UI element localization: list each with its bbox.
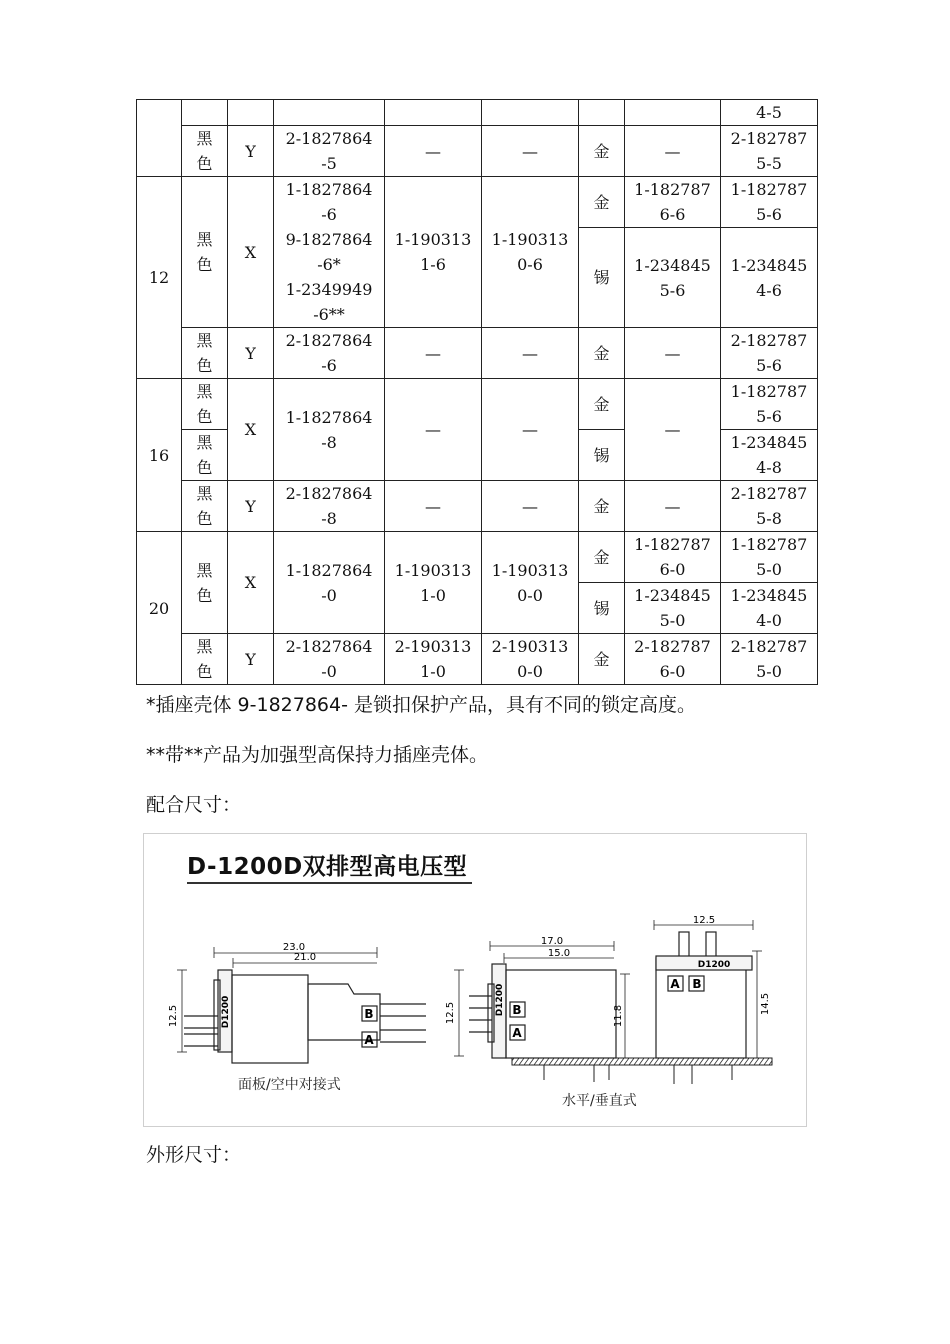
dim-12-5-mid: 12.5	[445, 1001, 456, 1025]
table-cell	[579, 583, 625, 634]
cell-text: 4-5	[756, 103, 782, 122]
table-row	[137, 126, 818, 177]
cell-text: X	[244, 242, 257, 262]
cell-text: 黑 色	[196, 230, 213, 274]
table-cell	[182, 481, 228, 532]
table-cell	[137, 379, 182, 532]
table-cell	[579, 228, 625, 328]
caption-horizontal-vertical: 水平/垂直式	[562, 1093, 637, 1109]
model-label-left: D1200	[221, 995, 231, 1029]
cell-text: 黑 色	[196, 560, 213, 605]
table-cell	[182, 328, 228, 379]
table-cell	[228, 328, 274, 379]
table-cell	[721, 177, 818, 228]
cell-text: 1-182787 5-6	[730, 180, 808, 224]
label-a-right: A	[670, 977, 680, 991]
cell-text: —	[425, 496, 441, 516]
cell-text: 金	[593, 192, 610, 212]
table-row	[137, 100, 818, 126]
cell-text: 2-190313 1-0	[394, 637, 472, 681]
note-lock-protection: *插座壳体 9-1827864- 是锁扣保护产品，具有不同的锁定高度。	[146, 694, 696, 716]
cell-text: 2-1827864 -6	[285, 331, 373, 375]
dim-15: 15.0	[547, 948, 571, 959]
cell-text: 2-182787 5-5	[730, 129, 808, 173]
table-cell	[721, 228, 818, 328]
cell-text: Y	[245, 343, 256, 363]
table-cell	[482, 100, 579, 126]
cell-text: —	[664, 141, 681, 161]
cell-text: 20	[148, 598, 170, 618]
model-label-mid: D1200	[495, 983, 505, 1017]
table-cell	[721, 430, 818, 481]
table-cell	[385, 328, 482, 379]
table-cell	[579, 100, 625, 126]
part-number-table	[136, 99, 818, 685]
table-cell	[274, 634, 385, 685]
cell-text: —	[522, 420, 538, 439]
cell-text: 2-1827864 -0	[285, 637, 373, 681]
horizontal-mount-drawing	[454, 941, 630, 1058]
table-cell	[482, 126, 579, 177]
table-cell	[274, 177, 385, 328]
table-cell	[625, 328, 721, 379]
cell-text: Y	[245, 141, 256, 161]
dim-12-5-left: 12.5	[168, 1004, 179, 1028]
table-cell	[721, 583, 818, 634]
cell-text: 1-190313 0-0	[491, 560, 569, 605]
table-cell	[228, 532, 274, 634]
cell-text: 锡	[593, 598, 610, 618]
table-cell	[579, 177, 625, 228]
table-cell	[274, 328, 385, 379]
dim-14-5: 14.5	[760, 992, 771, 1016]
cell-text: Y	[245, 649, 256, 669]
table-row	[137, 481, 818, 532]
table-cell	[385, 532, 482, 634]
label-b-right: B	[692, 977, 702, 991]
table-cell	[625, 126, 721, 177]
table-cell	[482, 328, 579, 379]
cell-text: 黑 色	[196, 382, 213, 426]
table-cell	[228, 634, 274, 685]
table-cell	[274, 379, 385, 481]
cell-text: 黑 色	[196, 484, 213, 528]
cell-text: 锡	[593, 268, 610, 287]
cell-text: 1-234845 4-6	[730, 255, 808, 300]
cell-text: 1-182787 6-0	[634, 535, 711, 579]
cell-text: 金	[593, 496, 610, 516]
note-high-retention: **带**产品为加强型高保持力插座壳体。	[146, 744, 489, 766]
heading-mating-dimensions: 配合尺寸：	[146, 794, 242, 816]
table-cell	[182, 100, 228, 126]
heading-outline-dimensions: 外形尺寸：	[146, 1144, 242, 1166]
cell-text: 黑 色	[196, 637, 213, 681]
table-cell	[625, 228, 721, 328]
table-cell	[137, 177, 182, 379]
table-cell	[182, 430, 228, 481]
table-cell	[579, 126, 625, 177]
cell-text: 1-190313 1-0	[394, 560, 472, 605]
cell-text: 2-182787 6-0	[634, 637, 711, 681]
table-cell	[721, 481, 818, 532]
cell-text: X	[244, 420, 257, 439]
panel-mount-drawing	[177, 947, 426, 1063]
table-cell	[579, 481, 625, 532]
cell-text: 金	[593, 649, 610, 669]
table-cell	[228, 481, 274, 532]
table-cell	[274, 532, 385, 634]
figure-title: D-1200D双排型高电压型	[187, 854, 468, 880]
cell-text: —	[664, 343, 681, 363]
table-cell	[579, 430, 625, 481]
table-cell	[625, 100, 721, 126]
cell-text: 黑 色	[196, 331, 213, 375]
cell-text: 1-182787 5-0	[730, 535, 808, 579]
table-cell	[625, 532, 721, 583]
cell-text: 2-182787 5-8	[730, 484, 808, 528]
label-b-left: B	[364, 1007, 374, 1021]
cell-text: —	[425, 420, 441, 439]
cell-text: 1-190313 0-6	[491, 230, 569, 274]
cell-text: 1-190313 1-6	[394, 230, 472, 274]
cell-text: —	[522, 141, 538, 161]
table-cell	[182, 634, 228, 685]
table-cell	[274, 100, 385, 126]
table-cell	[274, 126, 385, 177]
table-cell	[385, 100, 482, 126]
table-cell	[385, 481, 482, 532]
table-cell	[182, 177, 228, 328]
table-cell	[385, 177, 482, 328]
table-row	[137, 177, 818, 228]
table-cell	[385, 634, 482, 685]
mating-dimension-figure	[143, 833, 807, 1127]
table-cell	[228, 100, 274, 126]
cell-text: 1-1827864 -0	[285, 560, 373, 605]
table-cell	[385, 126, 482, 177]
cell-text: 金	[593, 394, 610, 414]
cell-text: 黑 色	[196, 129, 213, 173]
table-cell	[274, 481, 385, 532]
cell-text: —	[664, 496, 681, 516]
pcb-board	[512, 1058, 772, 1084]
cell-text: 黑 色	[196, 433, 213, 477]
dim-17: 17.0	[540, 936, 564, 947]
table-cell	[385, 379, 482, 481]
dim-12-5-top: 12.5	[692, 915, 716, 926]
cell-text: —	[522, 496, 538, 516]
cell-text: 2-182787 5-6	[730, 331, 808, 375]
cell-text: 1-182787 5-6	[730, 382, 808, 426]
table-cell	[579, 634, 625, 685]
cell-text: 1-1827864 -8	[285, 407, 373, 452]
table-row	[137, 532, 818, 583]
table-cell	[182, 379, 228, 430]
table-cell	[579, 379, 625, 430]
table-cell	[482, 481, 579, 532]
cell-text: 金	[593, 141, 610, 161]
cell-text: 2-1827864 -8	[285, 484, 373, 528]
table-cell	[228, 126, 274, 177]
table-cell	[721, 126, 818, 177]
table-cell	[182, 126, 228, 177]
cell-text: 16	[148, 445, 170, 465]
table-cell	[182, 532, 228, 634]
model-label-right: D1200	[697, 960, 731, 970]
cell-text: 12	[148, 268, 170, 287]
table-cell	[625, 634, 721, 685]
table-cell	[482, 177, 579, 328]
cell-text: 锡	[593, 445, 610, 465]
cell-text: 2-1827864 -5	[285, 129, 373, 173]
cell-text: 1-234845 4-0	[730, 586, 808, 630]
cell-text: —	[425, 343, 441, 363]
cell-text: X	[244, 573, 257, 592]
cell-text: 1-182787 6-6	[634, 180, 711, 224]
cell-text: 2-182787 5-0	[730, 637, 808, 681]
table-row	[137, 379, 818, 430]
table-cell	[625, 379, 721, 481]
dim-23: 23.0	[282, 942, 306, 953]
cell-text: —	[664, 420, 681, 439]
table-cell	[625, 481, 721, 532]
cell-text: 金	[593, 547, 610, 567]
table-cell	[721, 634, 818, 685]
table-cell	[721, 532, 818, 583]
table-cell	[482, 379, 579, 481]
cell-text: —	[522, 343, 538, 363]
dim-21: 21.0	[293, 952, 317, 963]
caption-panel-mount: 面板/空中对接式	[238, 1077, 341, 1093]
cell-text: Y	[245, 496, 256, 516]
label-b-mid: B	[512, 1003, 522, 1017]
cell-text: —	[425, 141, 441, 161]
label-a-mid: A	[512, 1026, 522, 1040]
table-cell	[579, 532, 625, 583]
table-cell	[579, 328, 625, 379]
table-cell	[228, 177, 274, 328]
table-cell	[721, 328, 818, 379]
table-cell	[482, 532, 579, 634]
cell-text: 1-234845 5-6	[634, 255, 711, 300]
dim-11-8: 11.8	[613, 1004, 624, 1028]
table-cell	[625, 583, 721, 634]
label-a-left: A	[364, 1033, 374, 1047]
table-cell	[482, 634, 579, 685]
table-cell	[228, 379, 274, 481]
table-cell	[137, 532, 182, 685]
cell-text: 1-234845 5-0	[634, 586, 711, 630]
cell-text: 1-234845 4-8	[730, 433, 808, 477]
cell-text: 金	[593, 343, 610, 363]
table-cell	[625, 177, 721, 228]
table-row	[137, 328, 818, 379]
table-row	[137, 634, 818, 685]
table-cell	[721, 379, 818, 430]
table-cell	[137, 100, 182, 177]
table-cell	[721, 100, 818, 126]
cell-text: 2-190313 0-0	[491, 637, 569, 681]
cell-text: 1-1827864 -6 9-1827864 -6* 1-2349949 -6**	[285, 180, 373, 324]
